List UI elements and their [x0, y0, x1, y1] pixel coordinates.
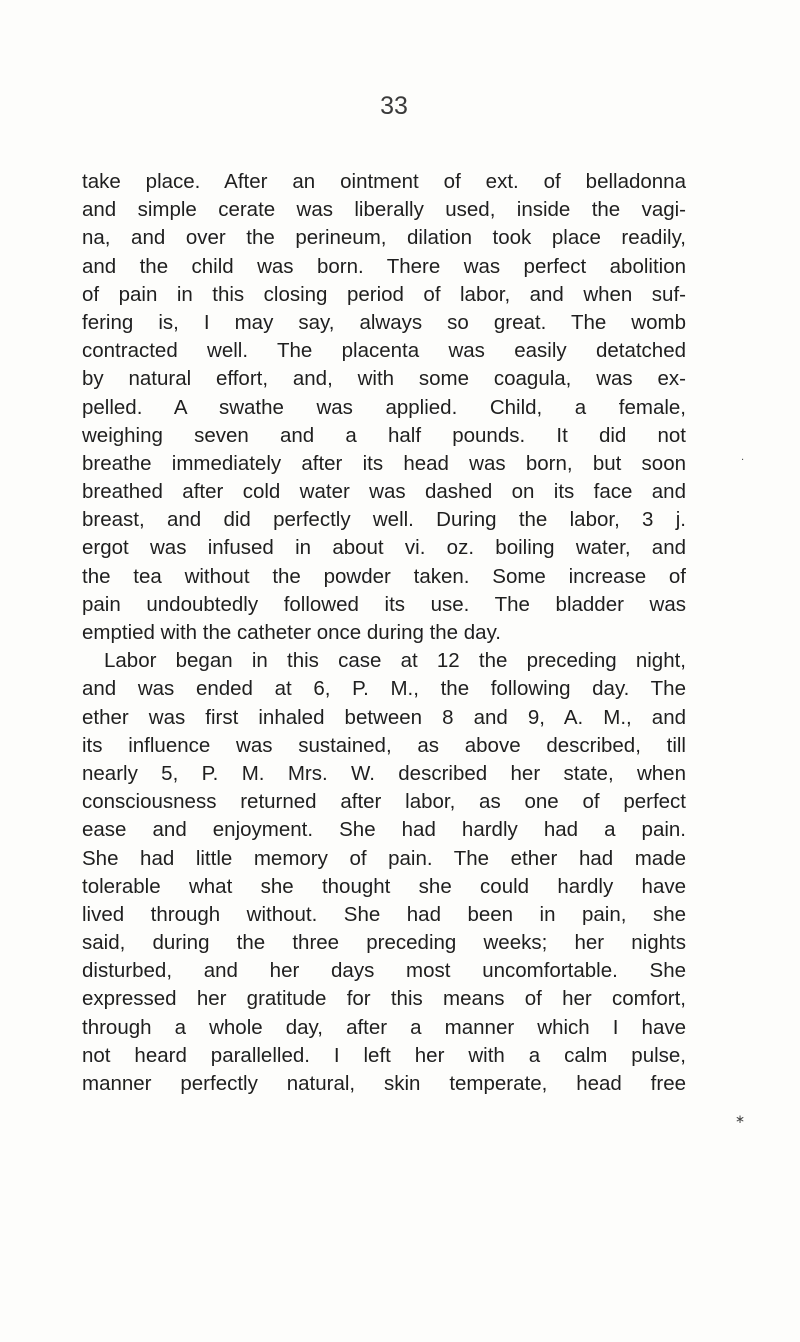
text-line: take place. After an ointment of ext. of belladonna	[82, 170, 686, 193]
text-line: through a whole day, after a manner which I have	[82, 1015, 686, 1039]
text-line: nearly 5, P. M. Mrs. W. described her state, when	[82, 761, 686, 785]
text-line: breathed after cold water was dashed on its face and	[82, 480, 686, 504]
text-line: and simple cerate was liberally used, inside the vagi-	[82, 198, 686, 222]
text-line: disturbed, and her days most uncomfortable. She	[82, 959, 686, 983]
text-line: pain undoubtedly followed its use. The bladder was	[82, 592, 686, 616]
text-line: breathe immediately after its head was born, but soon	[82, 451, 686, 475]
ink-speck: ∗	[735, 1112, 746, 1126]
text-line: tolerable what she thought she could hardly have	[82, 874, 686, 898]
text-line: the tea without the powder taken. Some increase of	[82, 564, 686, 588]
page-number: 33	[380, 92, 408, 120]
text-line: of pain in this closing period of labor, and when suf-	[82, 282, 686, 306]
text-line: na, and over the perineum, dilation took place readily,	[82, 226, 686, 250]
text-line: emptied with the catheter once during the day.	[82, 621, 501, 644]
paragraph-start-line: Labor began in this case at 12 the preceding night,	[104, 649, 686, 673]
text-line: contracted well. The placenta was easily detatched	[82, 339, 686, 363]
text-line: and was ended at 6, P. M., the following day. The	[82, 677, 686, 701]
text-line: ease and enjoyment. She had hardly had a pain.	[82, 818, 686, 842]
text-line: pelled. A swathe was applied. Child, a female,	[82, 395, 686, 419]
text-line: and the child was born. There was perfect abolition	[82, 254, 686, 278]
text-line: by natural effort, and, with some coagula, was ex-	[82, 367, 686, 391]
ink-speck: ‧	[741, 455, 745, 466]
text-line: manner perfectly natural, skin temperate, head free	[82, 1072, 686, 1095]
text-line: lived through without. She had been in pain, she	[82, 902, 686, 926]
text-line: She had little memory of pain. The ether had made	[82, 846, 686, 870]
text-line: fering is, I may say, always so great. The womb	[82, 310, 686, 334]
text-line: not heard parallelled. I left her with a calm pulse,	[82, 1043, 686, 1067]
body-text	[82, 168, 686, 1098]
text-line: ether was first inhaled between 8 and 9, A. M., and	[82, 705, 686, 729]
text-line: said, during the three preceding weeks; her nights	[82, 931, 686, 955]
text-line: ergot was infused in about vi. oz. boiling water, and	[82, 536, 686, 560]
text-line: weighing seven and a half pounds. It did not	[82, 423, 686, 447]
text-line: breast, and did perfectly well. During the labor, 3 j.	[82, 508, 686, 532]
text-line: its influence was sustained, as above described, till	[82, 733, 686, 757]
text-line: expressed her gratitude for this means of her comfort,	[82, 987, 686, 1011]
text-line: consciousness returned after labor, as one of perfect	[82, 790, 686, 814]
